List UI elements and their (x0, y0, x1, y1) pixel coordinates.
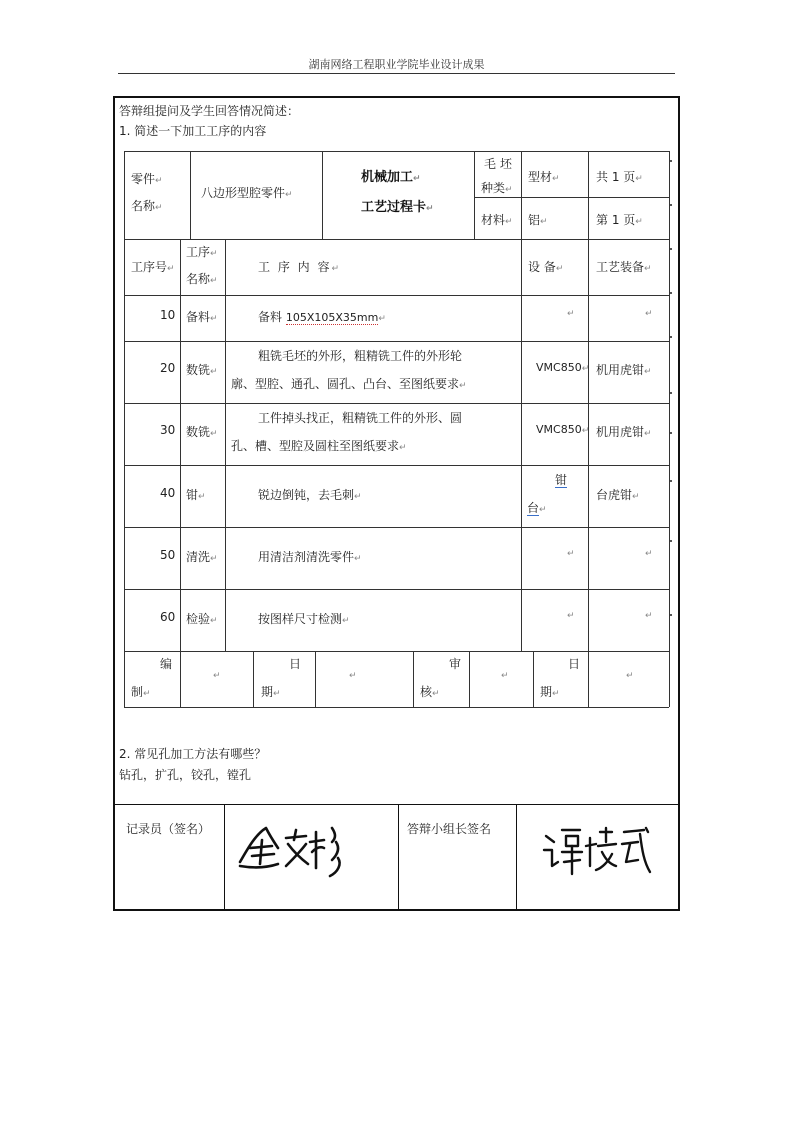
signature-col-2 (398, 804, 399, 911)
review-date-label: 日 (568, 657, 581, 671)
blank-type-label: 毛 坯 (484, 157, 512, 171)
qa-frame (113, 96, 680, 911)
row-60-name: 检验↵ (186, 612, 218, 626)
row-40-equipment: 钳 (555, 473, 568, 487)
card-title-1: 机械加工↵ (361, 170, 421, 185)
compiled-by-label: 编 (160, 657, 173, 671)
col-content: 工 序 内 容↵ (258, 260, 341, 274)
header-rule (118, 73, 675, 74)
row-30-tooling: 机用虎钳↵ (596, 425, 652, 439)
row-30-content-1: 工件掉头找正，粗精铣工件的外形、圆 (258, 411, 463, 425)
row-50-name: 清洗↵ (186, 550, 218, 564)
row-20-content-2: 廓、型腔、通孔、圆孔、凸台、至图纸要求↵ (231, 377, 467, 391)
row-40-no: 40 (160, 486, 176, 500)
compile-date-value: ↵ (349, 671, 357, 681)
row-60-equip-empty: ↵ (567, 611, 575, 621)
row-50-equip-empty: ↵ (567, 549, 575, 559)
reviewed-by-value: ↵ (501, 671, 509, 681)
page-number: 第 1 页↵ (596, 213, 643, 227)
part-name-label: 零件↵ (131, 172, 163, 186)
row-20-name: 数铣↵ (186, 363, 218, 377)
part-name-value: 八边形型腔零件↵ (201, 186, 293, 200)
row-50-no: 50 (160, 548, 176, 562)
row-20-no: 20 (160, 361, 176, 375)
row-20-equipment: VMC850↵ (536, 361, 590, 374)
col-tooling: 工艺装备↵ (596, 260, 652, 274)
row-40-name: 钳↵ (186, 488, 206, 502)
row-60-tool-empty: ↵ (645, 611, 653, 621)
question-2: 2. 常见孔加工方法有哪些？ (119, 747, 267, 761)
blank-type-value: 型材↵ (528, 170, 560, 184)
qa-heading: 答辩组提问及学生回答情况简述： (119, 104, 300, 118)
col-step-name-2: 名称↵ (186, 272, 218, 286)
signature-divider (113, 804, 680, 805)
row-10-content: 备料 105X105X35mm↵ (258, 310, 386, 324)
col-step-no: 工序号↵ (131, 260, 175, 274)
row-10-name: 备料↵ (186, 310, 218, 324)
row-50-tool-empty: ↵ (645, 549, 653, 559)
blank-type-label-2: 种类↵ (481, 181, 513, 195)
row-10-no: 10 (160, 308, 176, 322)
row-30-equipment: VMC850↵ (536, 423, 590, 436)
row-60-content: 按图样尺寸检测↵ (258, 612, 350, 626)
row-30-name: 数铣↵ (186, 425, 218, 439)
leader-label: 答辩小组长签名 (407, 822, 492, 836)
row-30-content-2: 孔、槽、型腔及圆柱至图纸要求↵ (231, 439, 407, 453)
review-date-label-2: 期↵ (540, 685, 560, 699)
part-name-label-2: 名称↵ (131, 199, 163, 213)
answer-2: 钻孔，扩孔，铰孔，镗孔 (119, 768, 252, 782)
compiled-by-label-2: 制↵ (131, 685, 151, 699)
row-40-tooling: 台虎钳↵ (596, 488, 640, 502)
row-10-tool-empty: ↵ (645, 309, 653, 319)
row-30-no: 30 (160, 423, 176, 437)
row-40-equipment-2: 台↵ (527, 501, 547, 515)
reviewed-by-label-2: 核↵ (420, 685, 440, 699)
review-date-value: ↵ (626, 671, 634, 681)
card-title-2: 工艺过程卡↵ (361, 200, 434, 215)
question-1: 1. 简述一下加工工序的内容 (119, 124, 267, 138)
signature-col-3 (516, 804, 517, 911)
leader-signature (540, 820, 652, 878)
compile-date-label-2: 期↵ (261, 685, 281, 699)
col-equipment: 设 备↵ (528, 260, 564, 274)
col-step-name: 工序↵ (186, 245, 218, 259)
compiled-by-value: ↵ (213, 671, 221, 681)
reviewed-by-label: 审 (449, 657, 462, 671)
page-header-title: 湖南网络工程职业学院毕业设计成果 (308, 58, 485, 71)
total-pages: 共 1 页↵ (596, 170, 643, 184)
row-40-content: 锐边倒钝，去毛刺↵ (258, 488, 362, 502)
row-10-equip-empty: ↵ (567, 309, 575, 319)
recorder-label: 记录员（签名） (126, 822, 211, 836)
row-50-content: 用清洁剂清洗零件↵ (258, 550, 362, 564)
row-20-tooling: 机用虎钳↵ (596, 363, 652, 377)
material-value: 铝↵ (528, 213, 548, 227)
compile-date-label: 日 (289, 657, 302, 671)
material-label: 材料↵ (481, 213, 513, 227)
recorder-signature (232, 818, 352, 878)
row-20-content-1: 粗铣毛坯的外形，粗精铣工件的外形轮 (258, 349, 463, 363)
signature-col-1 (224, 804, 225, 911)
row-60-no: 60 (160, 610, 176, 624)
